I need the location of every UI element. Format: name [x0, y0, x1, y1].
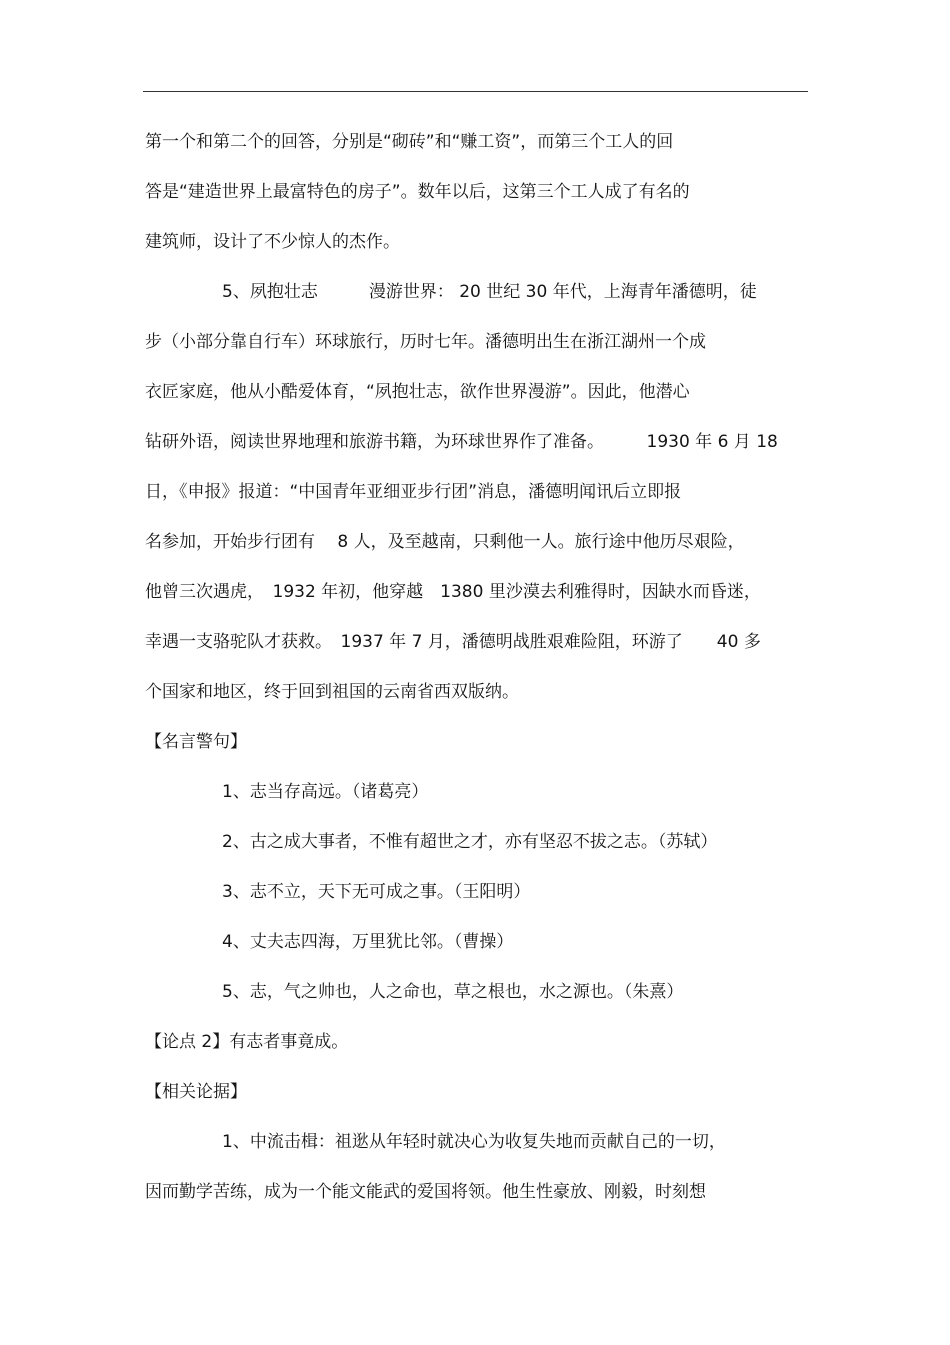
section-heading: 【名言警句】	[145, 732, 247, 752]
text-line: 日，《申报》报道：“中国青年亚细亚步行团”消息，潘德明闻讯后立即报	[145, 482, 682, 502]
quote-item: 4、丈夫志四海，万里犹比邻。（曹操）	[222, 932, 514, 952]
header-rule	[143, 91, 808, 92]
section-heading: 【论点 2】有志者事竟成。	[145, 1032, 349, 1052]
text-line: 个国家和地区，终于回到祖国的云南省西双版纳。	[145, 682, 519, 702]
text-line: 他曾三次遇虎， 1932 年初，他穿越 1380 里沙漠去利雅得时，因缺水而昏迷，	[145, 582, 761, 602]
quote-item: 1、志当存高远。（诸葛亮）	[222, 782, 429, 802]
text-line: 5、夙抱壮志 漫游世界： 20 世纪 30 年代，上海青年潘德明，徒	[222, 282, 757, 302]
quote-item: 5、志，气之帅也，人之命也，草之根也，水之源也。（朱熹）	[222, 982, 684, 1002]
section-heading: 【相关论据】	[145, 1082, 247, 1102]
text-line: 答是“建造世界上最富特色的房子”。数年以后，这第三个工人成了有名的	[145, 182, 690, 202]
text-line: 名参加，开始步行团有 8 人，及至越南，只剩他一人。旅行途中他历尽艰险，	[145, 532, 745, 552]
text-line: 步（小部分靠自行车）环球旅行，历时七年。潘德明出生在浙江湖州一个成	[145, 332, 706, 352]
text-line: 幸遇一支骆驼队才获救。 1937 年 7 月，潘德明战胜艰难险阻，环游了 40 多	[145, 632, 761, 652]
text-line: 因而勤学苦练，成为一个能文能武的爱国将领。他生性豪放、刚毅，时刻想	[145, 1182, 706, 1202]
text-line: 第一个和第二个的回答，分别是“砌砖”和“赚工资”，而第三个工人的回	[145, 132, 674, 152]
text-line: 衣匠家庭，他从小酷爱体育，“夙抱壮志，欲作世界漫游”。因此，他潜心	[145, 382, 690, 402]
quote-item: 3、志不立，天下无可成之事。（王阳明）	[222, 882, 531, 902]
text-line: 1、中流击楫：祖逖从年轻时就决心为收复失地而贡献自己的一切，	[222, 1132, 726, 1152]
text-line: 建筑师，设计了不少惊人的杰作。	[145, 232, 400, 252]
quote-item: 2、古之成大事者，不惟有超世之才，亦有坚忍不拔之志。（苏轼）	[222, 832, 718, 852]
text-line: 钻研外语，阅读世界地理和旅游书籍，为环球世界作了准备。 1930 年 6 月 18	[145, 432, 778, 452]
